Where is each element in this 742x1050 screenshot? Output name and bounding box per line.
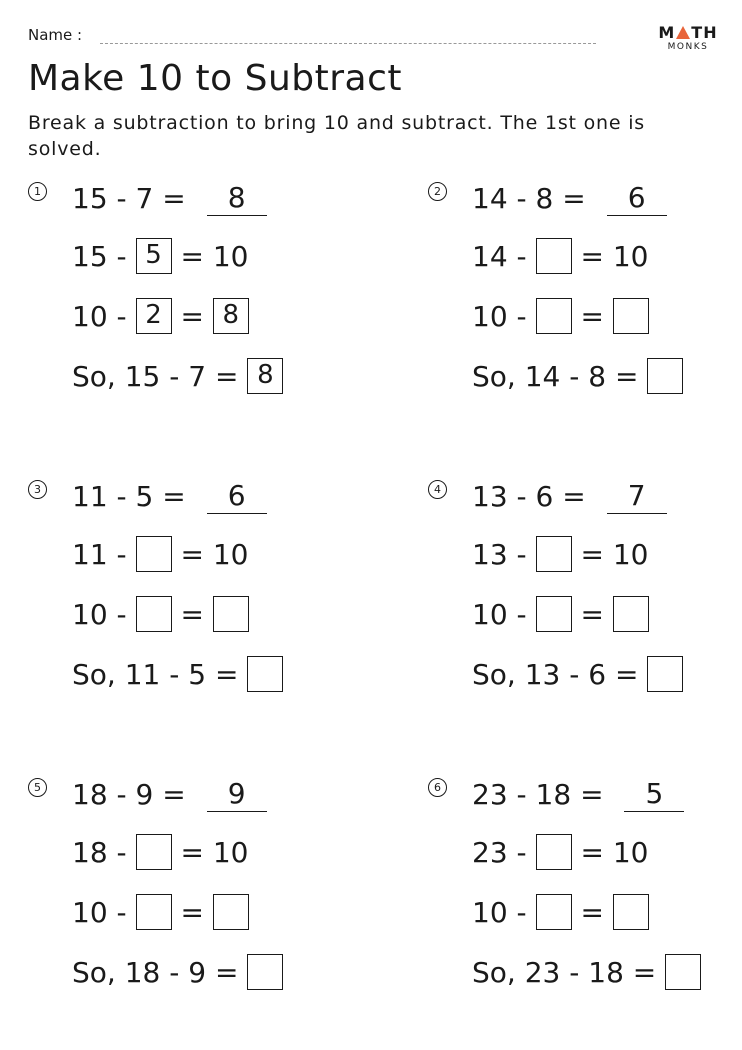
text: = bbox=[606, 657, 648, 691]
triangle-icon bbox=[676, 26, 690, 39]
text: So, bbox=[472, 359, 525, 393]
step-subtract-from-ten bbox=[472, 594, 649, 634]
answer-box[interactable] bbox=[536, 536, 572, 572]
step-subtract-from-ten bbox=[72, 594, 249, 634]
text: 10 bbox=[472, 895, 508, 929]
text: - bbox=[107, 479, 136, 513]
text: 23 bbox=[472, 777, 508, 811]
text: = bbox=[171, 895, 213, 929]
text: - bbox=[107, 537, 136, 571]
problem-1 bbox=[28, 178, 348, 418]
text: - bbox=[107, 181, 136, 215]
text: 10 bbox=[212, 537, 249, 571]
text: 11 bbox=[124, 657, 161, 691]
answer-line[interactable]: 5 bbox=[624, 777, 684, 812]
text: = bbox=[571, 777, 613, 811]
answer-line[interactable]: 8 bbox=[207, 181, 267, 216]
name-input-line[interactable] bbox=[100, 43, 596, 44]
answer-box[interactable] bbox=[536, 298, 572, 334]
step-subtract-from-ten bbox=[472, 296, 649, 336]
text: = bbox=[623, 955, 666, 989]
text: 23 bbox=[472, 835, 508, 869]
text: - bbox=[507, 239, 536, 273]
final-answer bbox=[72, 952, 283, 992]
step-subtract-from-ten bbox=[72, 296, 249, 336]
answer-box[interactable] bbox=[665, 954, 701, 990]
problem-number: 5 bbox=[28, 778, 47, 797]
text: 18 bbox=[72, 777, 108, 811]
text: So, bbox=[72, 955, 125, 989]
problem-number: 4 bbox=[428, 480, 447, 499]
text: - bbox=[107, 895, 136, 929]
text: - bbox=[507, 895, 536, 929]
step-make-ten bbox=[72, 534, 248, 574]
answer-box[interactable] bbox=[536, 238, 572, 274]
answer-box[interactable] bbox=[213, 894, 249, 930]
text: = bbox=[571, 895, 613, 929]
text: = bbox=[206, 359, 248, 393]
text: 14 bbox=[472, 239, 508, 273]
text: = bbox=[553, 181, 595, 215]
problem-number: 6 bbox=[428, 778, 447, 797]
text: So, bbox=[72, 359, 125, 393]
text: 10 bbox=[612, 537, 649, 571]
final-answer bbox=[72, 356, 283, 396]
text: - bbox=[507, 835, 536, 869]
text: 5 bbox=[135, 479, 154, 513]
text: 18 bbox=[535, 777, 572, 811]
text: = bbox=[206, 657, 248, 691]
text: 5 bbox=[188, 657, 207, 691]
answer-box[interactable] bbox=[536, 596, 572, 632]
text: = bbox=[553, 479, 595, 513]
final-answer bbox=[472, 654, 683, 694]
answer-box[interactable] bbox=[247, 954, 283, 990]
text: - bbox=[560, 955, 589, 989]
text: 10 bbox=[72, 895, 108, 929]
text: - bbox=[107, 597, 136, 631]
text: 10 bbox=[612, 835, 649, 869]
text: 10 bbox=[472, 299, 508, 333]
step-make-ten bbox=[472, 236, 648, 276]
main-equation bbox=[472, 178, 667, 218]
text: 18 bbox=[124, 955, 161, 989]
text: - bbox=[507, 777, 536, 811]
answer-box[interactable] bbox=[536, 834, 572, 870]
text: 13 bbox=[524, 657, 561, 691]
text: 7 bbox=[135, 181, 154, 215]
text: 10 bbox=[612, 239, 649, 273]
final-answer bbox=[72, 654, 283, 694]
problem-number: 2 bbox=[428, 182, 447, 201]
answer-box[interactable] bbox=[136, 894, 172, 930]
step-make-ten bbox=[472, 534, 648, 574]
text: 9 bbox=[188, 955, 207, 989]
main-equation bbox=[72, 774, 267, 814]
problem-number: 1 bbox=[28, 182, 47, 201]
answer-box[interactable] bbox=[136, 596, 172, 632]
answer-box[interactable]: 5 bbox=[136, 238, 172, 274]
step-make-ten bbox=[472, 832, 648, 872]
problem-2 bbox=[428, 178, 742, 418]
text: = bbox=[571, 299, 613, 333]
header bbox=[28, 24, 718, 54]
text: 15 bbox=[72, 239, 108, 273]
text: - bbox=[160, 955, 189, 989]
text: 8 bbox=[535, 181, 554, 215]
text: So, bbox=[72, 657, 125, 691]
math-monks-logo: M TH MONKS bbox=[658, 23, 718, 52]
instructions: Break a subtraction to bring 10 and subtract. The 1st one is solved. bbox=[28, 112, 645, 160]
text: - bbox=[507, 299, 536, 333]
text: - bbox=[107, 777, 136, 811]
text: = bbox=[171, 835, 213, 869]
text: = bbox=[171, 537, 213, 571]
text: = bbox=[153, 181, 195, 215]
text: - bbox=[560, 359, 589, 393]
answer-line[interactable]: 6 bbox=[607, 181, 667, 216]
answer-box[interactable] bbox=[136, 834, 172, 870]
answer-box[interactable] bbox=[613, 596, 649, 632]
problem-5 bbox=[28, 774, 348, 1014]
text: 18 bbox=[588, 955, 624, 989]
text: - bbox=[160, 359, 189, 393]
answer-box[interactable] bbox=[647, 656, 683, 692]
page-title: Make 10 to Subtract bbox=[28, 58, 403, 99]
text: = bbox=[171, 239, 213, 273]
text: So, bbox=[472, 657, 525, 691]
answer-box[interactable] bbox=[647, 358, 683, 394]
text: 10 bbox=[72, 299, 108, 333]
answer-box[interactable]: 8 bbox=[213, 298, 249, 334]
main-equation bbox=[72, 476, 267, 516]
text: - bbox=[160, 657, 189, 691]
answer-box[interactable] bbox=[136, 536, 172, 572]
answer-box[interactable]: 2 bbox=[136, 298, 172, 334]
text: = bbox=[571, 239, 613, 273]
text: 11 bbox=[72, 537, 108, 571]
final-answer bbox=[472, 356, 683, 396]
answer-box[interactable] bbox=[247, 656, 283, 692]
text: So, bbox=[472, 955, 525, 989]
answer-box[interactable] bbox=[613, 298, 649, 334]
answer-box[interactable] bbox=[536, 894, 572, 930]
text: - bbox=[560, 657, 589, 691]
main-equation bbox=[472, 774, 684, 814]
text: = bbox=[571, 597, 613, 631]
text: - bbox=[107, 239, 136, 273]
problem-number: 3 bbox=[28, 480, 47, 499]
problem-3 bbox=[28, 476, 348, 716]
text: 14 bbox=[472, 181, 508, 215]
text: = bbox=[571, 835, 613, 869]
text: 23 bbox=[524, 955, 561, 989]
text: = bbox=[606, 359, 648, 393]
text: - bbox=[507, 537, 536, 571]
text: 18 bbox=[72, 835, 108, 869]
text: - bbox=[107, 299, 136, 333]
text: 10 bbox=[212, 835, 249, 869]
step-make-ten bbox=[72, 236, 248, 276]
text: - bbox=[507, 597, 536, 631]
text: 8 bbox=[588, 359, 607, 393]
main-equation bbox=[72, 178, 267, 218]
text: 6 bbox=[588, 657, 607, 691]
text: = bbox=[571, 537, 613, 571]
text: = bbox=[206, 955, 248, 989]
text: 13 bbox=[472, 537, 508, 571]
text: 10 bbox=[72, 597, 108, 631]
text: - bbox=[507, 479, 536, 513]
text: 15 bbox=[124, 359, 161, 393]
answer-box[interactable] bbox=[213, 596, 249, 632]
text: 6 bbox=[535, 479, 554, 513]
final-answer bbox=[472, 952, 701, 992]
text: = bbox=[171, 299, 213, 333]
problem-6 bbox=[428, 774, 742, 1014]
text: = bbox=[153, 777, 195, 811]
text: = bbox=[153, 479, 195, 513]
answer-line[interactable]: 7 bbox=[607, 479, 667, 514]
problem-4 bbox=[428, 476, 742, 716]
text: 15 bbox=[72, 181, 108, 215]
text: - bbox=[107, 835, 136, 869]
text: 10 bbox=[212, 239, 249, 273]
answer-box[interactable]: 8 bbox=[247, 358, 283, 394]
answer-line[interactable]: 6 bbox=[207, 479, 267, 514]
answer-box[interactable] bbox=[613, 894, 649, 930]
text: 9 bbox=[135, 777, 154, 811]
step-subtract-from-ten bbox=[472, 892, 649, 932]
text: 14 bbox=[524, 359, 561, 393]
text: - bbox=[507, 181, 536, 215]
text: 7 bbox=[188, 359, 207, 393]
text: 13 bbox=[472, 479, 508, 513]
name-label: Name : bbox=[28, 26, 83, 44]
step-make-ten bbox=[72, 832, 248, 872]
main-equation bbox=[472, 476, 667, 516]
step-subtract-from-ten bbox=[72, 892, 249, 932]
text: 10 bbox=[472, 597, 508, 631]
text: = bbox=[171, 597, 213, 631]
text: 11 bbox=[72, 479, 108, 513]
answer-line[interactable]: 9 bbox=[207, 777, 267, 812]
